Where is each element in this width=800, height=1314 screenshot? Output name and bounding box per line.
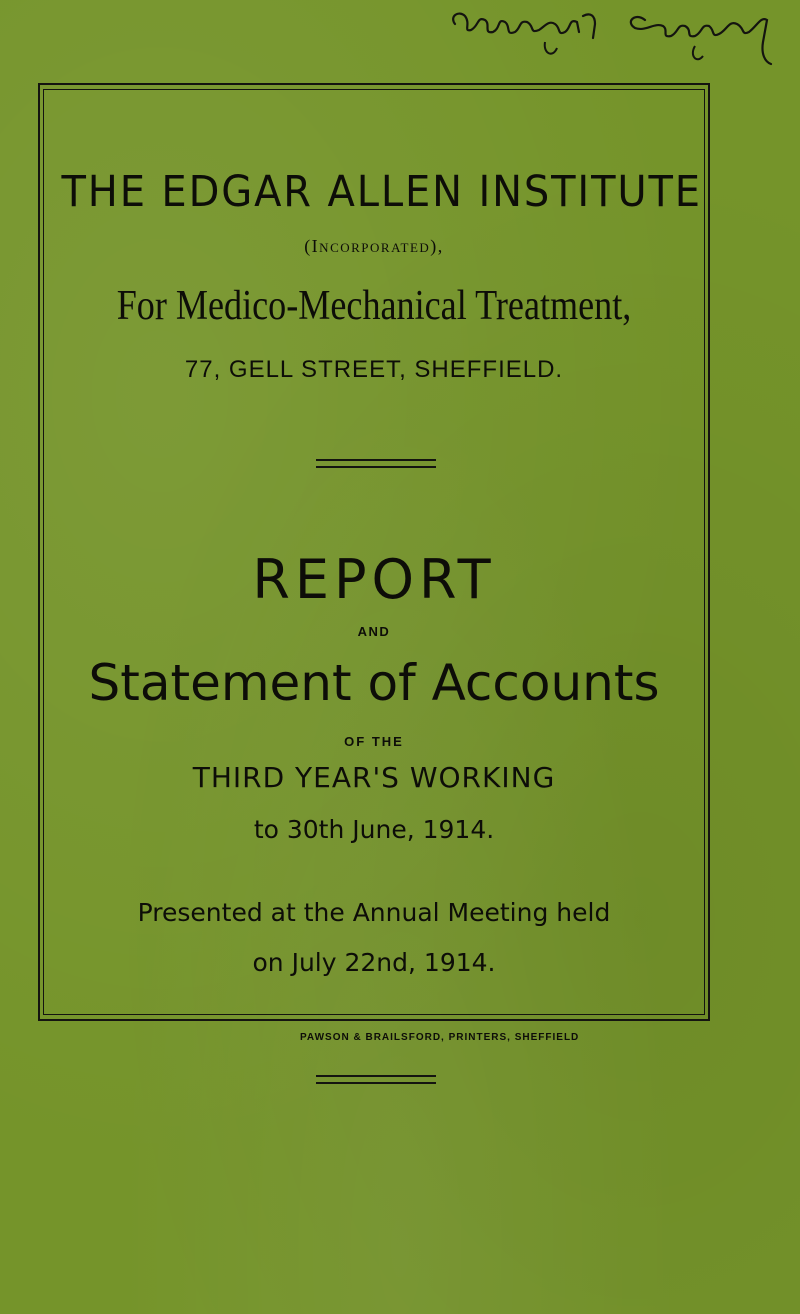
report-heading: REPORT [252,548,496,611]
year-working: THIRD YEAR'S WORKING [192,761,556,794]
period-date: to 30th June, 1914. [253,815,495,844]
of-the-label: OF THE [344,734,404,749]
purpose-line: For Medico-Mechanical Treatment, [116,283,632,329]
statement-heading: Statement of Accounts [88,654,660,712]
address-line: 77, GELL STREET, SHEFFIELD. [184,356,564,383]
divider-bottom [316,1075,436,1084]
presented-line: Presented at the Annual Meeting held [137,898,611,927]
and-label: AND [357,624,391,639]
divider-top [316,459,436,468]
incorporated-label: (Incorporated), [304,236,444,256]
handwritten-signature [445,2,785,72]
meeting-date: on July 22nd, 1914. [252,948,496,977]
printer-imprint: PAWSON & BRAILSFORD, PRINTERS, SHEFFIELD [300,1032,580,1043]
institute-title: THE EDGAR ALLEN INSTITUTE [61,167,702,217]
